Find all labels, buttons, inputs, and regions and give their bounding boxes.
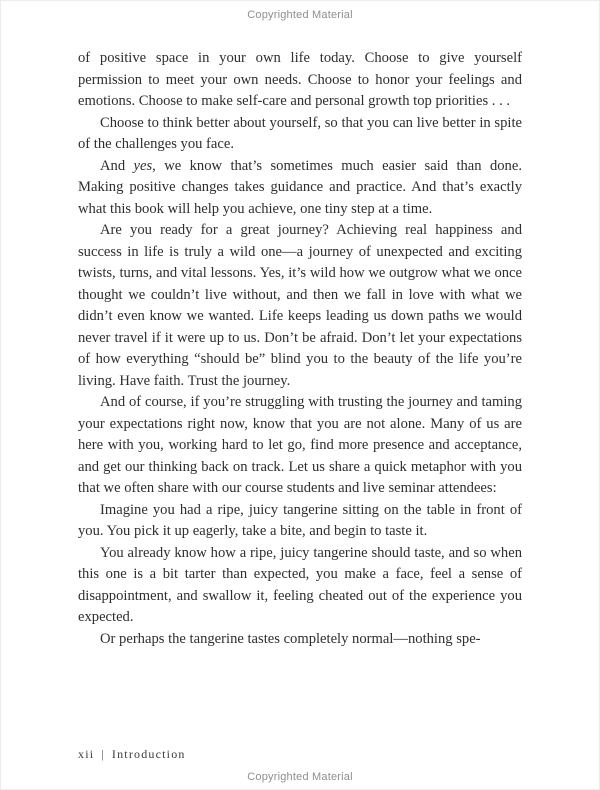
footer-separator: | xyxy=(101,747,105,761)
paragraph-text: of positive space in your own life today. Choose to give yourself permission to meet your own needs. Choose to honor your feelings and emotions. Choose to make self-care and personal growth top priorities . . . xyxy=(78,50,522,109)
footer-section-title: Introduction xyxy=(111,747,186,761)
paragraph xyxy=(78,392,522,500)
paragraph-text: Are you ready for a great journey? Achieving real happiness and success in life is truly a wild one—a journey of unexpected and exciting twists, turns, and vital lessons. Yes, it’s wild how we outgrow what we once thought we couldn’t live without, and then we fall in love with what we didn’t even know we wanted. Life keeps leading us down paths we would never travel if it were up to us. Don’t be afraid. Don’t let your expectations of how everything “should be” blind you to the beauty of the life you’re living. Have faith. Trust the journey. xyxy=(78,222,522,389)
paragraph-text: Choose to think better about yourself, so that you can live better in spite of the challenges you face. xyxy=(78,114,522,152)
paragraph-text: Or perhaps the tangerine tastes completely normal—nothing spe- xyxy=(100,630,481,647)
page-number: xii xyxy=(78,747,95,761)
paragraph xyxy=(78,48,522,113)
paragraph xyxy=(78,113,522,156)
paragraph-text: And xyxy=(100,157,134,174)
paragraph xyxy=(78,500,522,543)
paragraph xyxy=(78,220,522,392)
paragraph-text: Imagine you had a ripe, juicy tangerine sitting on the table in front of you. You pick it up eagerly, take a bite, and begin to taste it. xyxy=(78,501,522,539)
paragraph xyxy=(78,156,522,221)
copyright-notice-bottom: Copyrighted Material xyxy=(247,771,353,783)
paragraph xyxy=(78,543,522,629)
page-footer xyxy=(78,747,186,762)
paragraph-text: And of course, if you’re struggling with trusting the journey and taming your expectations right now, know that you are not alone. Many of us are here with you, working hard to let go, find more presence and acceptance, and get our thinking back on track. Let us share a quick metaphor with you that we often share with our course students and live seminar attendees: xyxy=(78,394,522,496)
paragraph-text: You already know how a ripe, juicy tangerine should taste, and so when this one is a bit tarter than expected, you make a face, feel a sense of disappointment, and swallow it, feeling cheated out of the experience you expected. xyxy=(78,544,522,625)
paragraph xyxy=(78,629,522,651)
copyright-notice-top: Copyrighted Material xyxy=(247,9,353,21)
paragraph-text: , we know that’s sometimes much easier said than done. Making positive changes takes guidance and practice. And that’s exactly what this book will help you achieve, one tiny step at a time. xyxy=(78,157,522,217)
paragraph-text-italic: yes xyxy=(133,157,153,174)
page-body xyxy=(78,48,522,650)
